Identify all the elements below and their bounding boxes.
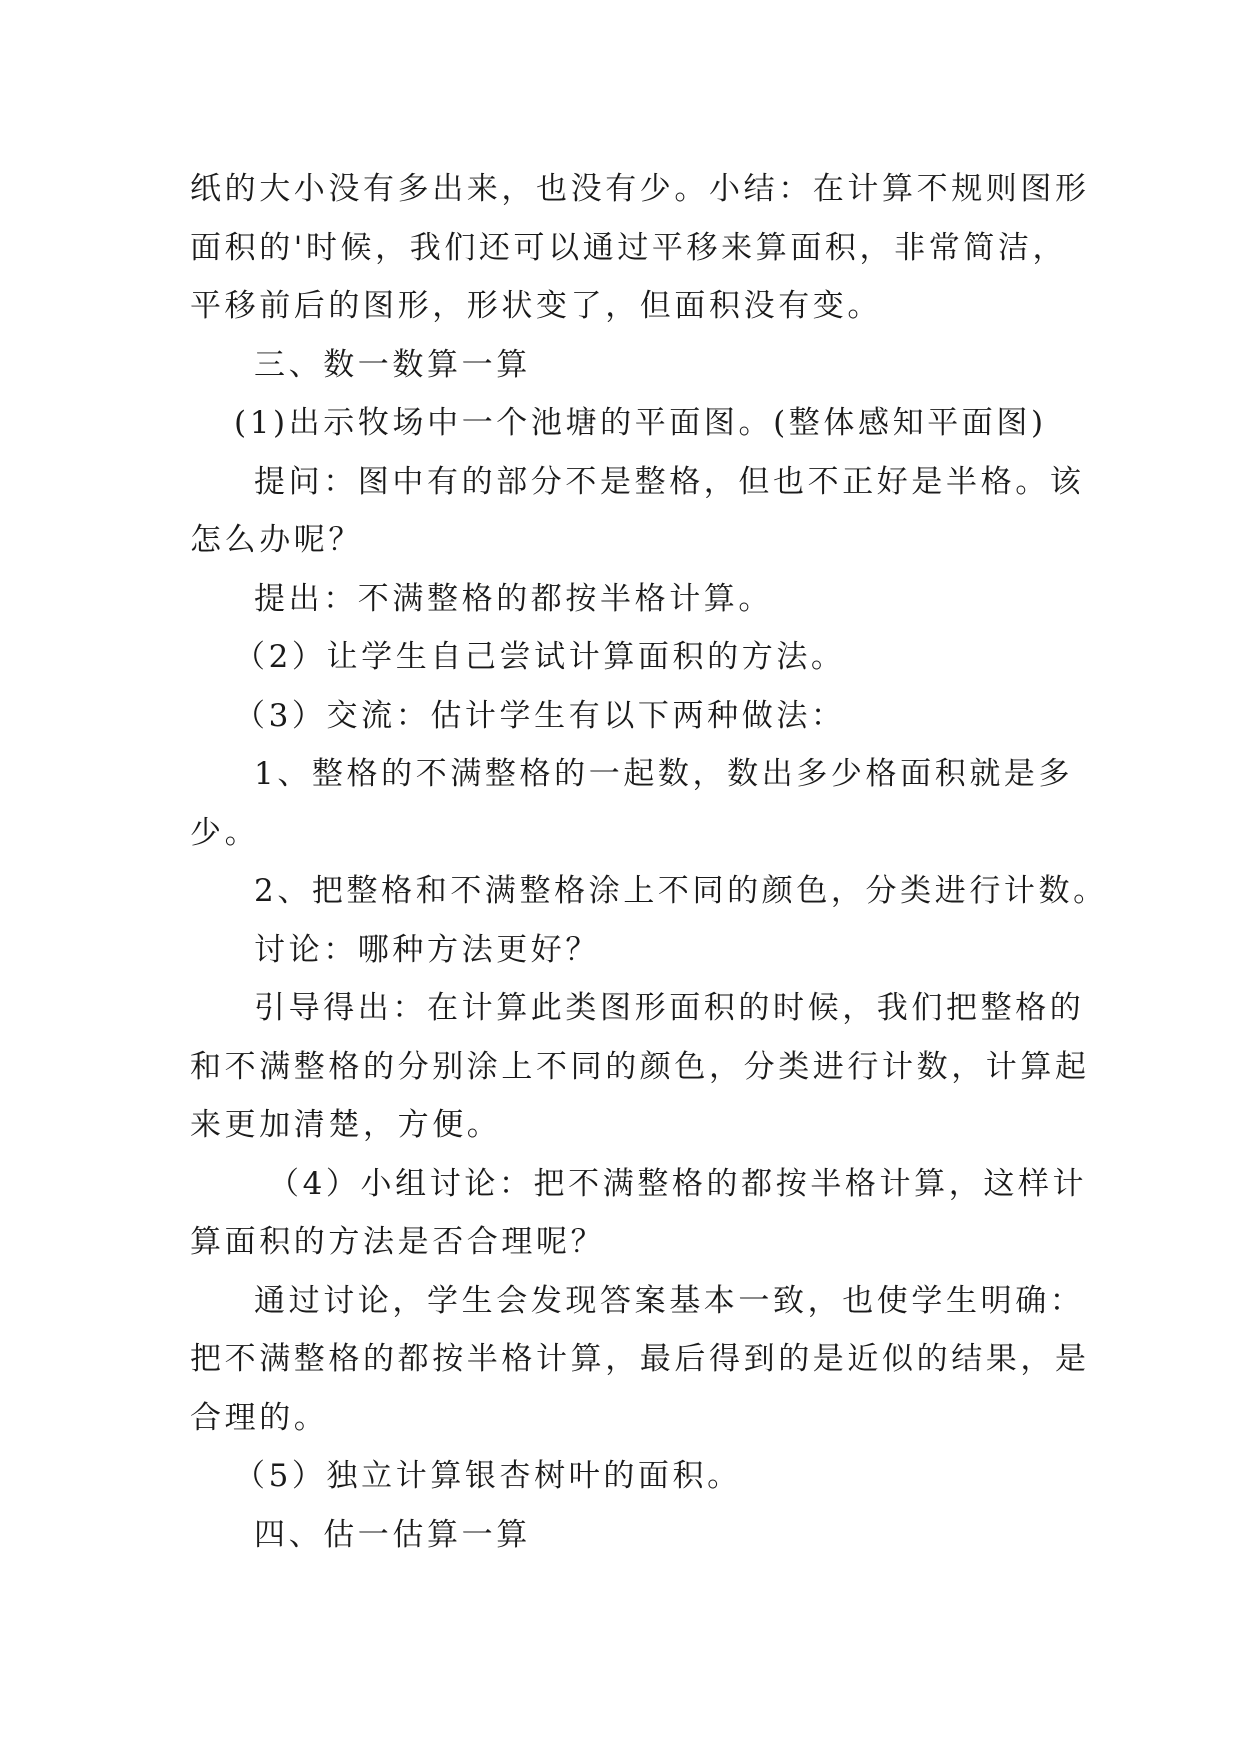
paragraph-line: 讨论：哪种方法更好？ [254,931,600,968]
paragraph-line: 少。 [190,814,260,851]
paragraph-line: 把不满整格的都按半格计算，最后得到的是近似的结果，是 [190,1341,1090,1377]
paragraph-line: 纸的大小没有多出来，也没有少。小结：在计算不规则图形 [190,171,1090,207]
paragraph-line: 1、整格的不满整格的一起数，数出多少格面积就是多 [254,756,1074,792]
section-heading: 三、数一数算一算 [254,346,531,383]
paragraph-line: （5）独立计算银杏树叶的面积。 [234,1458,742,1494]
section-heading: 四、估一估算一算 [254,1516,531,1553]
paragraph-line: (1)出示牧场中一个池塘的平面图。(整体感知平面图) [234,405,1047,441]
paragraph-line: 算面积的方法是否合理呢？ [190,1224,606,1260]
paragraph-line: 2、把整格和不满整格涂上不同的颜色，分类进行计数。 [254,873,1108,909]
document-body [190,160,1108,1564]
paragraph-line: 来更加清楚，方便。 [190,1107,502,1143]
paragraph-line: 提问：图中有的部分不是整格，但也不正好是半格。该 [254,463,1085,500]
paragraph-line: （3）交流：估计学生有以下两种做法： [234,697,846,734]
paragraph-line: 平移前后的图形，形状变了，但面积没有变。 [190,288,882,324]
paragraph-line: 怎么办呢？ [190,522,363,558]
paragraph-line: 面积的'时候，我们还可以通过平移来算面积，非常简洁， [190,229,1068,266]
paragraph-line: （2）让学生自己尝试计算面积的方法。 [234,639,846,675]
paragraph-line: 提出：不满整格的都按半格计算。 [254,580,773,617]
paragraph-line: 通过讨论，学生会发现答案基本一致，也使学生明确： [254,1282,1085,1319]
paragraph-line: 合理的。 [190,1399,329,1436]
paragraph-line: 引导得出：在计算此类图形面积的时候，我们把整格的 [254,990,1085,1026]
paragraph-line: （4）小组讨论：把不满整格的都按半格计算，这样计 [268,1165,1088,1202]
paragraph-line: 和不满整格的分别涂上不同的颜色，分类进行计数，计算起 [190,1048,1090,1085]
